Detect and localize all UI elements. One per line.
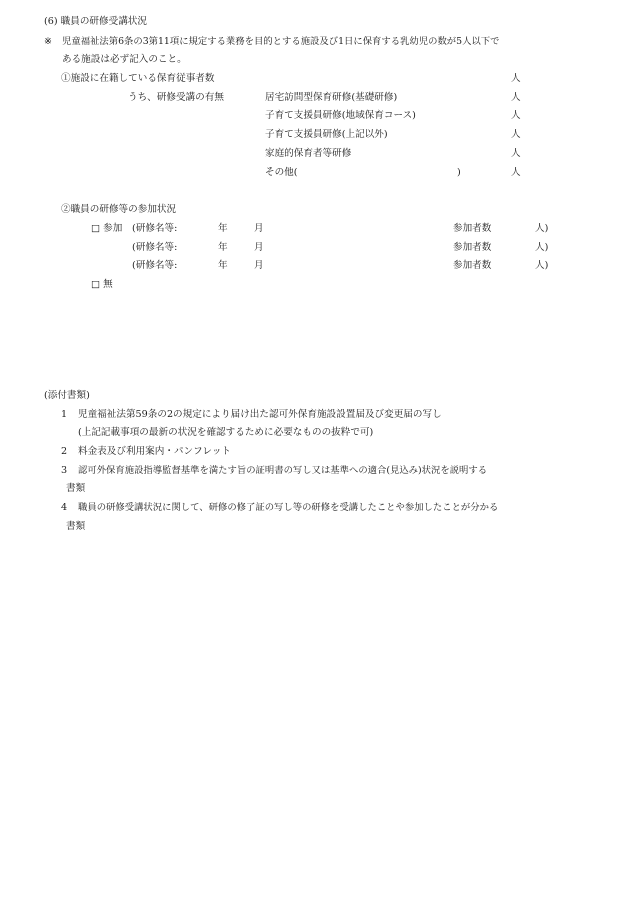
training-row-participants: 参加者数 xyxy=(453,223,492,234)
q1-sub-label: うち、研修受講の有無 xyxy=(128,92,224,103)
training-item-unit: 人 xyxy=(511,129,521,140)
training-item-unit: 人 xyxy=(511,167,521,178)
attachment-text: 認可外保育施設指導監督基準を満たす旨の証明書の写し又は基準への適合(見込み)状況を説明する xyxy=(78,465,488,476)
training-row-month: 月 xyxy=(254,242,264,253)
checkbox-none[interactable]: □ 無 xyxy=(91,279,113,290)
training-row-unit: 人) xyxy=(535,223,549,234)
training-row-name: (研修名等: xyxy=(132,223,178,234)
training-row-year: 年 xyxy=(218,242,228,253)
q1-label: ①施設に在籍している保育従事者数 xyxy=(61,73,215,84)
training-item-unit: 人 xyxy=(511,92,521,103)
attachment-number: 2 xyxy=(61,446,68,457)
training-item-other-close: ) xyxy=(457,167,461,178)
attachment-text: 書類 xyxy=(66,483,86,494)
training-row-participants: 参加者数 xyxy=(453,260,492,271)
attachment-text: 料金表及び利用案内・パンフレット xyxy=(78,446,232,457)
training-row-name: (研修名等: xyxy=(132,242,178,253)
training-item-name: 家庭的保育者等研修 xyxy=(265,148,352,159)
training-row-unit: 人) xyxy=(535,242,549,253)
training-item-name: 子育て支援員研修(上記以外) xyxy=(265,129,388,140)
attachment-number: 3 xyxy=(61,465,68,476)
training-row-year: 年 xyxy=(218,223,228,234)
checkbox-participated[interactable]: □ 参加 xyxy=(91,223,123,234)
training-item-name: 子育て支援員研修(地域保育コース) xyxy=(265,110,416,121)
note-line-2: ある施設は必ず記入のこと。 xyxy=(62,54,187,65)
note-line-1: 児童福祉法第6条の3第11項に規定する業務を目的とする施設及び1日に保育する乳幼児の数が5人以下で xyxy=(62,36,500,47)
training-row-month: 月 xyxy=(254,223,264,234)
training-item-other: その他( xyxy=(265,167,298,178)
attachment-number: 1 xyxy=(61,409,68,420)
training-row-unit: 人) xyxy=(535,260,549,271)
training-item-unit: 人 xyxy=(511,148,521,159)
training-row-month: 月 xyxy=(254,260,264,271)
training-row-name: (研修名等: xyxy=(132,260,178,271)
training-row-participants: 参加者数 xyxy=(453,242,492,253)
attachment-number: 4 xyxy=(61,502,68,513)
attachment-text: 職員の研修受講状況に関して、研修の修了証の写し等の研修を受講したことや参加したことが分かる xyxy=(78,502,499,513)
section-heading: (6) 職員の研修受講状況 xyxy=(44,16,147,27)
attachment-text: 児童福祉法第59条の2の規定により届け出た認可外保育施設設置届及び変更届の写し xyxy=(78,409,442,420)
training-item-unit: 人 xyxy=(511,110,521,121)
attachments-heading: (添付書類) xyxy=(44,390,90,401)
q2-label: ②職員の研修等の参加状況 xyxy=(61,204,177,215)
note-mark: ※ xyxy=(44,36,53,47)
training-row-year: 年 xyxy=(218,260,228,271)
q1-unit: 人 xyxy=(511,73,521,84)
training-item-name: 居宅訪問型保育研修(基礎研修) xyxy=(265,92,398,103)
attachment-text: 書類 xyxy=(66,521,86,532)
attachment-text: (上記記載事項の最新の状況を確認するために必要なものの抜粋で可) xyxy=(78,427,374,438)
